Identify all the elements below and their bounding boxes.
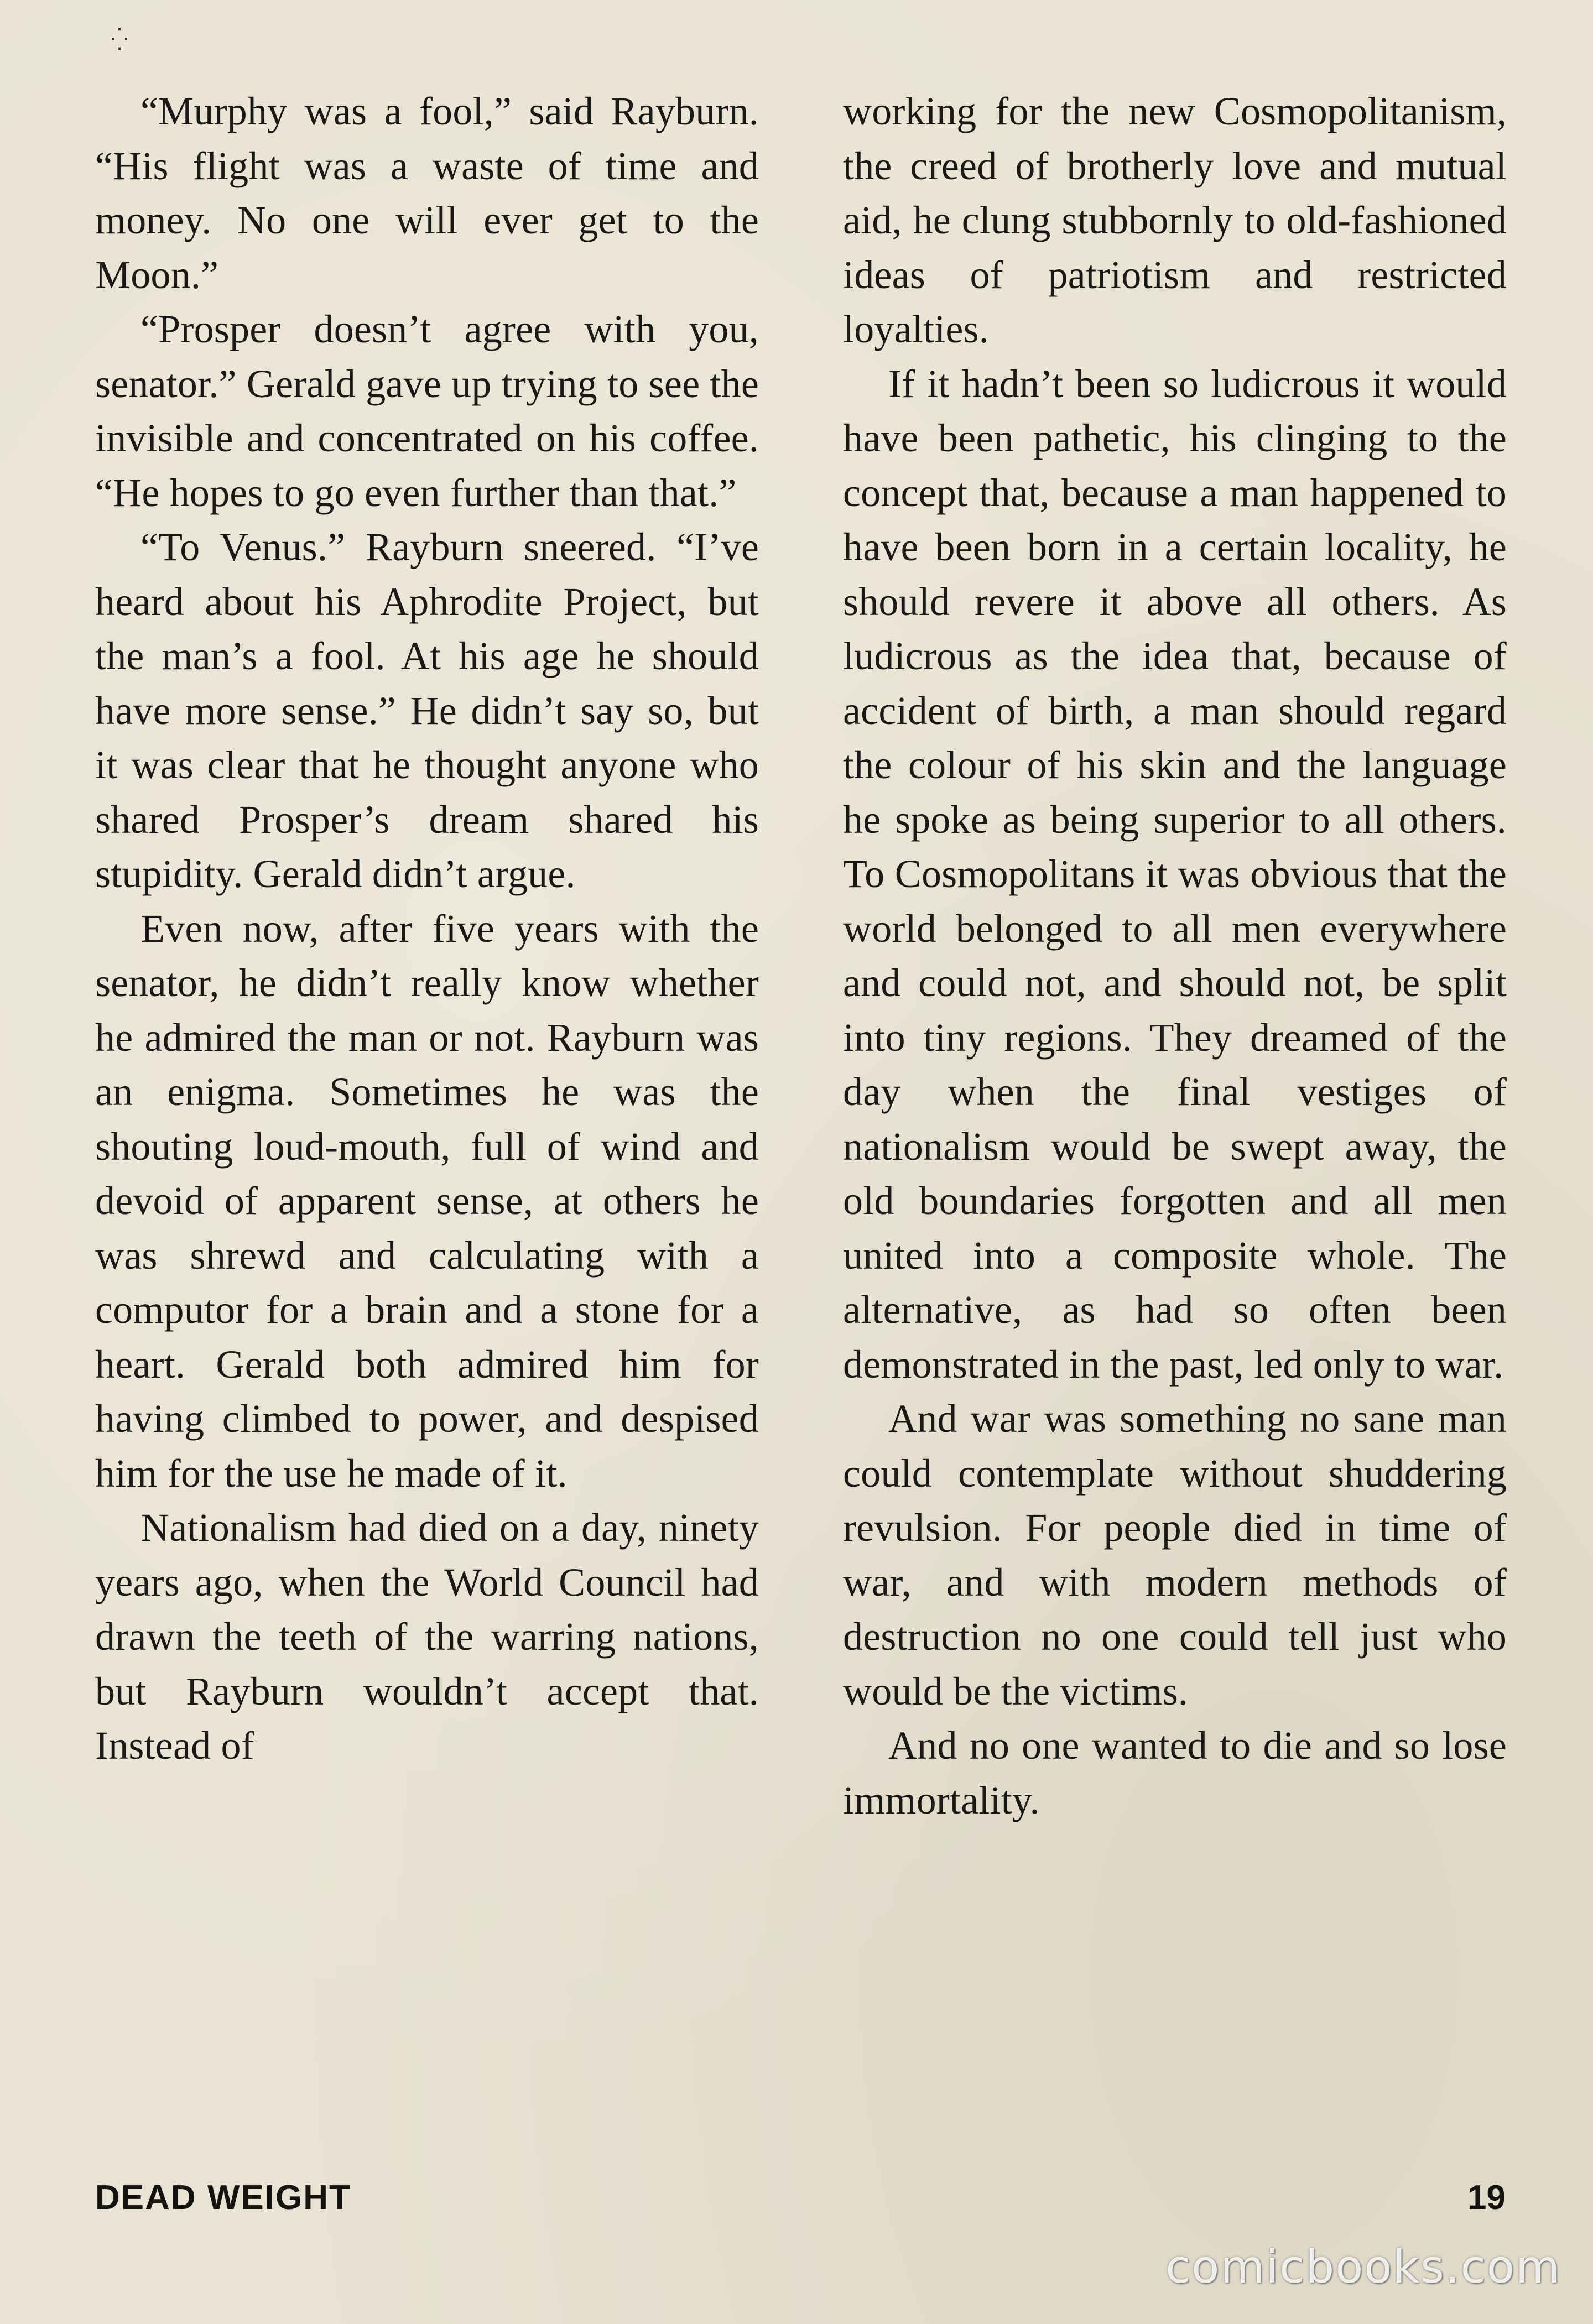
paragraph: “To Venus.” Rayburn sneered. “I’ve heard about his Aphrodite Project, but the man’s a fool. At his age he should have more sense.” He didn’t say so, but it was clear that he thought anyone who shared Prosper’s dream shared his stupidity. Gerald didn’t argue. <box>95 525 759 896</box>
paragraph: Even now, after five years with the senator, he didn’t really know whether he admired the man or not. Rayburn was an enigma. Sometimes he was the shouting loud-mouth, full of wind and devoid of apparent sense, at others he was shrewd and calculating with a computor for a brain and a stone for a heart. Gerald both admired him for having climbed to power, and despised him for the use he made of it. <box>95 906 759 1496</box>
continued-paragraph: working for the new Cosmopolitanism, the creed of brotherly love and mutual aid, he clung stubbornly to old-fashioned ideas of patriotism and restricted loyalties. <box>843 89 1507 351</box>
right-column <box>843 84 1507 1827</box>
paragraph: And war was something no sane man could contemplate without shuddering revulsion. For people died in time of war, and with modern methods of destruction no one could tell just who would be the victims. <box>843 1397 1507 1713</box>
watermark: comicbooks.com <box>1165 2241 1561 2294</box>
paragraph: And no one wanted to die and so lose immortality. <box>843 1723 1507 1822</box>
ink-speck: ⁛ <box>111 27 128 52</box>
page-footer <box>95 2178 1506 2233</box>
paragraph: Nationalism had died on a day, ninety years ago, when the World Council had drawn the teeth of the warring nations, but Rayburn wouldn’t accept that. Instead of <box>95 1505 759 1768</box>
left-column <box>95 84 759 1773</box>
paragraph: If it hadn’t been so ludicrous it would have been pathetic, his clinging to the concept that, because a man happened to have been born in a certain locality, he should revere it above all others. As ludicrous as the idea that, because of accident of birth, a man should regard the colour of his skin and the language he spoke as being superior to all others. To Cosmopolitans it was obvious that the world belonged to all men everywhere and could not, and should not, be split into tiny regions. They dreamed of the day when the final vestiges of nationalism would be swept away, the old boundaries forgotten and all men united into a composite whole. The alternative, as had so often been demonstrated in the past, led only to war. <box>843 361 1507 1387</box>
running-title: DEAD WEIGHT <box>95 2179 351 2217</box>
page-number: 19 <box>1467 2179 1506 2217</box>
paragraph: “Prosper doesn’t agree with you, senator.” Gerald gave up trying to see the invisible and concentrated on his coffee. “He hopes to go even further than that.” <box>95 307 759 515</box>
paragraph: “Murphy was a fool,” said Rayburn. “His flight was a waste of time and money. No one will ever get to the Moon.” <box>95 89 759 297</box>
